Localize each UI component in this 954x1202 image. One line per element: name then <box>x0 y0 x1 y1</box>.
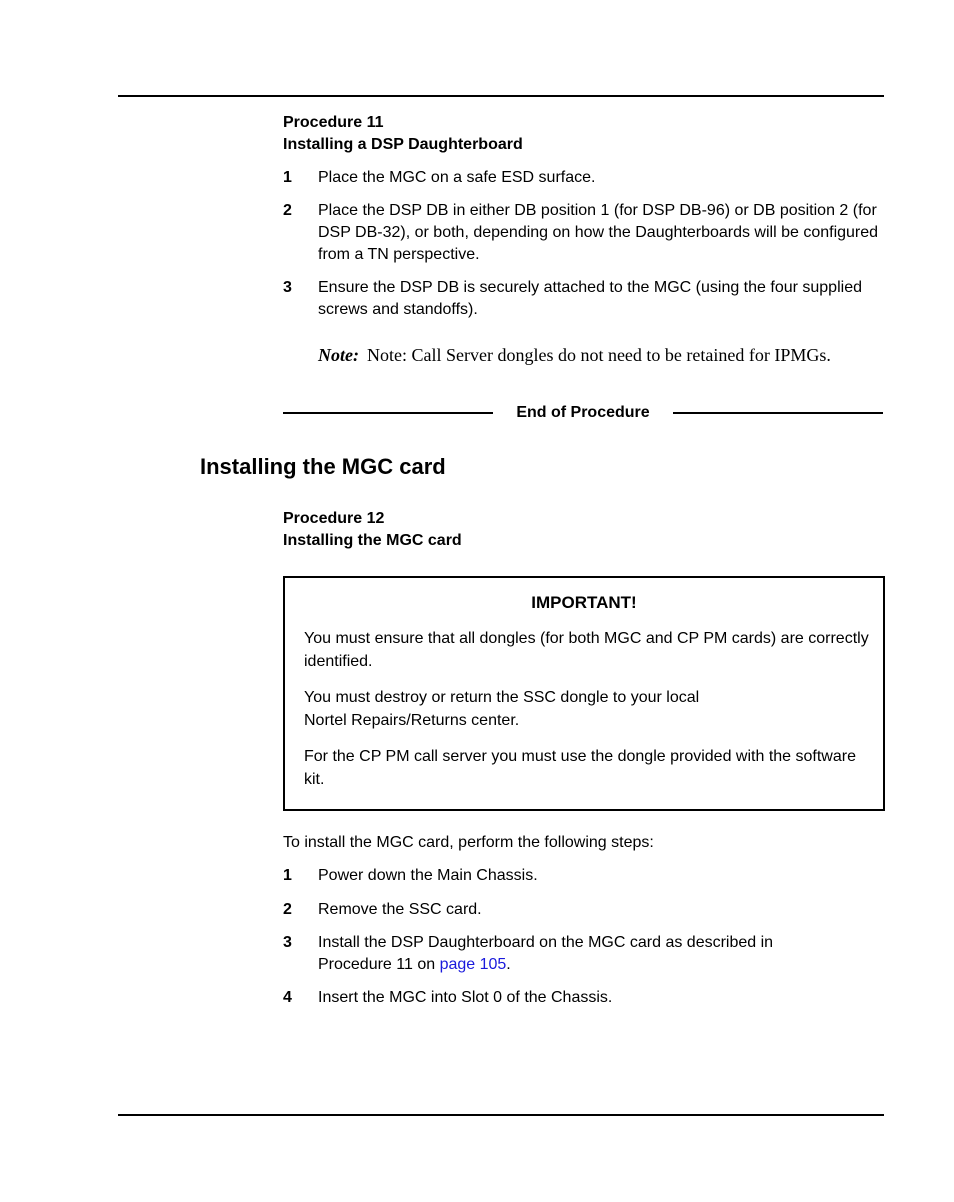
step-number: 1 <box>283 867 292 884</box>
step-text: Remove the SSC card. <box>318 901 482 918</box>
note <box>318 344 831 366</box>
important-box <box>283 576 885 811</box>
end-of-procedure <box>283 402 883 424</box>
procedure-11-step <box>283 200 883 266</box>
procedure-11-title: Installing a DSP Daughterboard <box>283 136 523 153</box>
procedure-11-heading <box>283 112 523 156</box>
step-number: 2 <box>283 901 292 918</box>
step-text-part: . <box>506 956 511 973</box>
install-step <box>283 987 883 1009</box>
step-number: 3 <box>283 934 292 951</box>
install-step <box>283 932 883 976</box>
procedure-11-step <box>283 167 883 189</box>
install-intro: To install the MGC card, perform the following steps: <box>283 834 654 851</box>
important-paragraph: For the CP PM call server you must use the dongle provided with the software kit. <box>304 748 856 788</box>
step-text: Place the MGC on a safe ESD surface. <box>318 169 596 186</box>
step-text: Place the DSP DB in either DB position 1 (for DSP DB-96) or DB position 2 (for DSP DB-32), or both, depending on how the Daughterboards will be configured from a TN perspective. <box>318 202 879 263</box>
procedure-11-number: Procedure 11 <box>283 114 384 131</box>
important-paragraph-line: You must destroy or return the SSC dongle to your local <box>304 689 700 706</box>
step-text: Ensure the DSP DB is securely attached to the MGC (using the four supplied screws and standoffs). <box>318 279 862 318</box>
important-paragraph <box>304 686 869 732</box>
page-105-link[interactable]: page 105 <box>439 956 507 973</box>
end-of-procedure-label: End of Procedure <box>516 404 650 421</box>
step-text <box>318 932 838 976</box>
step-number: 2 <box>283 202 292 219</box>
important-paragraph-line: Nortel Repairs/Returns center. <box>304 712 520 729</box>
important-paragraph: You must ensure that all dongles (for both MGC and CP PM cards) are correctly identified. <box>304 630 869 670</box>
procedure-12-title: Installing the MGC card <box>283 532 462 549</box>
install-step <box>283 899 883 921</box>
install-step <box>283 865 883 887</box>
step-text: Power down the Main Chassis. <box>318 867 538 884</box>
important-title: IMPORTANT! <box>531 593 637 612</box>
note-text: Note: Call Server dongles do not need to be retained for IPMGs. <box>366 345 831 365</box>
procedure-11-step <box>283 277 883 321</box>
procedure-12-heading <box>283 508 462 552</box>
footer-rule <box>118 1114 884 1116</box>
step-text-part: Install the DSP Daughterboard on the MGC card as described in Procedure 11 on <box>318 934 774 973</box>
step-text: Insert the MGC into Slot 0 of the Chassis. <box>318 989 613 1006</box>
section-heading: Installing the MGC card <box>200 454 446 479</box>
step-number: 4 <box>283 989 292 1006</box>
step-number: 1 <box>283 169 292 186</box>
header-rule <box>118 95 884 97</box>
note-label: Note: <box>318 345 359 365</box>
end-rule-right <box>673 412 883 414</box>
procedure-12-number: Procedure 12 <box>283 510 385 527</box>
end-rule-left <box>283 412 493 414</box>
step-number: 3 <box>283 279 292 296</box>
